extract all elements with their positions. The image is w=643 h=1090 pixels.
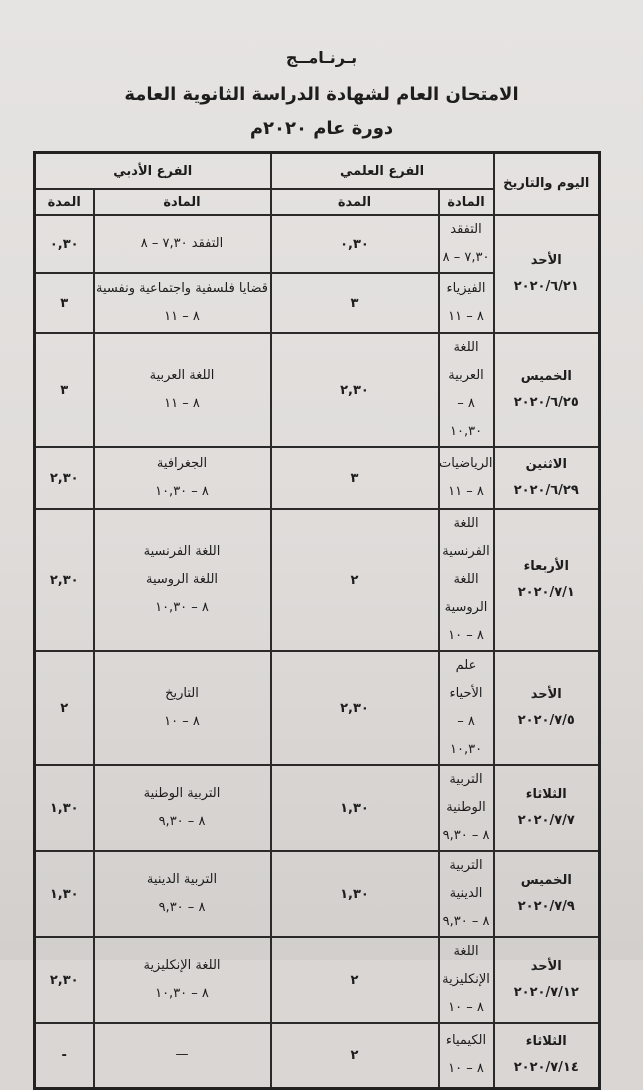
sci-exam-time: ٨ – ١١ (448, 309, 484, 324)
sci-exam-time: ٨ – ١٠ (448, 1061, 484, 1077)
sci-exam-time: ٨ – ٩,٣٠ (442, 828, 490, 843)
exam-title: الامتحان العام لشهادة الدراسة الثانوية العامة (124, 84, 519, 105)
exam-date: ٢٠٢٠/٧/٥ (517, 713, 575, 728)
literary-branch-header: الفرع الأدبي (35, 153, 271, 190)
sci-subject-cell (439, 509, 494, 651)
sci-subject-name: علم الأحياء (449, 658, 483, 701)
day-date-cell (494, 765, 600, 851)
day-date-cell (494, 333, 600, 447)
literary-duration: - (35, 1023, 94, 1088)
lit-subject-cell (94, 937, 271, 1023)
science-branch-header: الفرع العلمي (271, 153, 494, 190)
exam-date: ٢٠٢٠/٦/٢٩ (513, 483, 579, 498)
science-duration: ٣ (271, 273, 439, 333)
lit-subject-name: اللغة الروسية (145, 572, 219, 587)
lit-subject-name: — (175, 1047, 189, 1063)
day-name: الثلاثاء (525, 1034, 567, 1050)
lit-subject-name: التفقد ٧,٣٠ – ٨ (140, 236, 224, 251)
day-name: الأحد (530, 687, 562, 702)
lit-subject-name: اللغة الإنكليزية (143, 958, 221, 973)
sci-subject-cell (439, 851, 494, 937)
sci-subject-cell (439, 1023, 494, 1088)
schedule-row (35, 851, 600, 937)
literary-duration: ٢,٣٠ (35, 937, 94, 1023)
lit-subject-name: التاريخ (165, 686, 199, 701)
day-date-cell (494, 651, 600, 765)
day-name: الأحد (530, 959, 562, 974)
day-date-cell (494, 509, 600, 651)
lit-exam-time: ٨ – ٩,٣٠ (158, 814, 206, 829)
lit-subject-name: الجغرافية (156, 456, 208, 471)
schedule-row (35, 333, 600, 447)
day-name: الاثنين (525, 457, 567, 472)
science-duration: ٢ (271, 937, 439, 1023)
day-name: الأربعاء (523, 559, 569, 574)
lit-subject-name: اللغة الفرنسية (143, 544, 221, 559)
exam-date: ٢٠٢٠/٦/٢٥ (513, 395, 579, 410)
lit-subject-name: التربية الدينية (146, 872, 218, 887)
science-duration: ٢,٣٠ (271, 333, 439, 447)
sci-subject-cell (439, 765, 494, 851)
lit-exam-time: ٨ – ١٠,٣٠ (155, 986, 209, 1001)
day-date-cell (494, 851, 600, 937)
lit-subject-name: التربية الوطنية (143, 786, 221, 801)
day-date-cell (494, 447, 600, 509)
literary-duration: ٠,٣٠ (35, 215, 94, 273)
lit-exam-time: ٨ – ٩,٣٠ (158, 900, 206, 915)
sci-subject-name: الرياضيات (439, 456, 493, 471)
day-date-cell (494, 215, 600, 333)
schedule-row (35, 509, 600, 651)
schedule-row (35, 447, 600, 509)
sci-subject-cell (439, 937, 494, 1023)
science-duration: ٢ (271, 1023, 439, 1088)
day-date-cell (494, 1023, 600, 1088)
schedule-row (35, 937, 600, 1023)
lit-subject-cell (94, 273, 271, 333)
lit-subject-cell (94, 651, 271, 765)
sci-subject-name: التربية الوطنية (446, 772, 486, 815)
literary-subject-header: المادة (94, 189, 271, 215)
science-duration: ١,٣٠ (271, 851, 439, 937)
schedule-row (35, 765, 600, 851)
schedule-body (35, 215, 600, 1088)
lit-subject-name: اللغة العربية (149, 368, 215, 383)
science-duration: ١,٣٠ (271, 765, 439, 851)
schedule-row (35, 215, 600, 273)
day-name: الخميس (520, 369, 572, 384)
lit-subject-cell (94, 1023, 271, 1088)
exam-date: ٢٠٢٠/٦/٢١ (513, 279, 579, 294)
science-duration: ٣ (271, 447, 439, 509)
sci-subject-name: اللغة الفرنسية (442, 516, 490, 559)
lit-exam-time: ٨ – ١١ (164, 309, 200, 324)
science-duration: ٢ (271, 509, 439, 651)
sci-subject-cell (439, 273, 494, 333)
lit-subject-cell (94, 851, 271, 937)
exam-date: ٢٠٢٠/٧/٧ (517, 813, 575, 828)
literary-duration-header: المدة (35, 189, 94, 215)
sci-subject-name: التربية الدينية (449, 858, 483, 901)
schedule-row (35, 651, 600, 765)
lit-exam-time: ٨ – ١١ (164, 396, 200, 411)
literary-duration: ٣ (35, 273, 94, 333)
day-date-header: اليوم والتاريخ (494, 153, 600, 216)
lit-exam-time: ٨ – ١٠,٣٠ (155, 484, 209, 499)
literary-duration: ١,٣٠ (35, 851, 94, 937)
sci-subject-cell (439, 447, 494, 509)
sci-exam-time: ٨ – ١٠,٣٠ (449, 714, 483, 757)
sci-exam-time: ٨ – ١٠ (448, 1000, 484, 1015)
literary-duration: ٢ (35, 651, 94, 765)
sci-subject-cell (439, 651, 494, 765)
session-year: دورة عام ٢٠٢٠م (249, 118, 394, 139)
exam-date: ٢٠٢٠/٧/٩ (517, 899, 575, 914)
sci-subject-name: اللغة العربية (448, 340, 484, 383)
day-name: الخميس (520, 873, 572, 888)
lit-subject-cell (94, 447, 271, 509)
literary-duration: ٣ (35, 333, 94, 447)
sci-exam-time: ٨ – ٩,٣٠ (442, 914, 490, 929)
lit-subject-cell (94, 509, 271, 651)
literary-duration: ٢,٣٠ (35, 447, 94, 509)
sci-exam-time: ٨ – ١٠,٣٠ (449, 396, 483, 439)
sci-subject-name: التفقد ٧,٣٠ – ٨ (442, 222, 490, 265)
science-duration: ٢,٣٠ (271, 651, 439, 765)
exam-date: ٢٠٢٠/٧/١٢ (513, 985, 579, 1000)
sci-subject-cell (439, 333, 494, 447)
sci-exam-time: ٨ – ١٠ (448, 628, 484, 643)
sci-subject-name: اللغة الإنكليزية (442, 944, 490, 987)
day-name: الثلاثاء (525, 787, 567, 802)
program-label: بـرنـامــج (285, 48, 358, 67)
exam-date: ٢٠٢٠/٧/١٤ (513, 1060, 579, 1076)
sci-exam-time: ٨ – ١١ (448, 484, 484, 499)
literary-duration: ٢,٣٠ (35, 509, 94, 651)
science-duration-header: المدة (271, 189, 439, 215)
day-date-cell (494, 937, 600, 1023)
lit-subject-cell (94, 765, 271, 851)
lit-subject-cell (94, 333, 271, 447)
schedule-row (35, 1023, 600, 1088)
lit-subject-cell (94, 215, 271, 273)
sci-subject-cell (439, 215, 494, 273)
exam-schedule-table (33, 151, 601, 1090)
lit-exam-time: ٨ – ١٠,٣٠ (155, 600, 209, 615)
sci-subject-name: اللغة الروسية (444, 572, 488, 615)
day-name: الأحد (530, 253, 562, 268)
science-duration: ٠,٣٠ (271, 215, 439, 273)
sci-subject-name: الكيمياء (445, 1033, 487, 1049)
lit-subject-name: قضايا فلسفية واجتماعية ونفسية (96, 281, 268, 296)
exam-date: ٢٠٢٠/٧/١ (517, 585, 575, 600)
sci-subject-name: الفيزياء (446, 281, 486, 296)
science-subject-header: المادة (439, 189, 494, 215)
lit-exam-time: ٨ – ١٠ (164, 714, 200, 729)
literary-duration: ١,٣٠ (35, 765, 94, 851)
